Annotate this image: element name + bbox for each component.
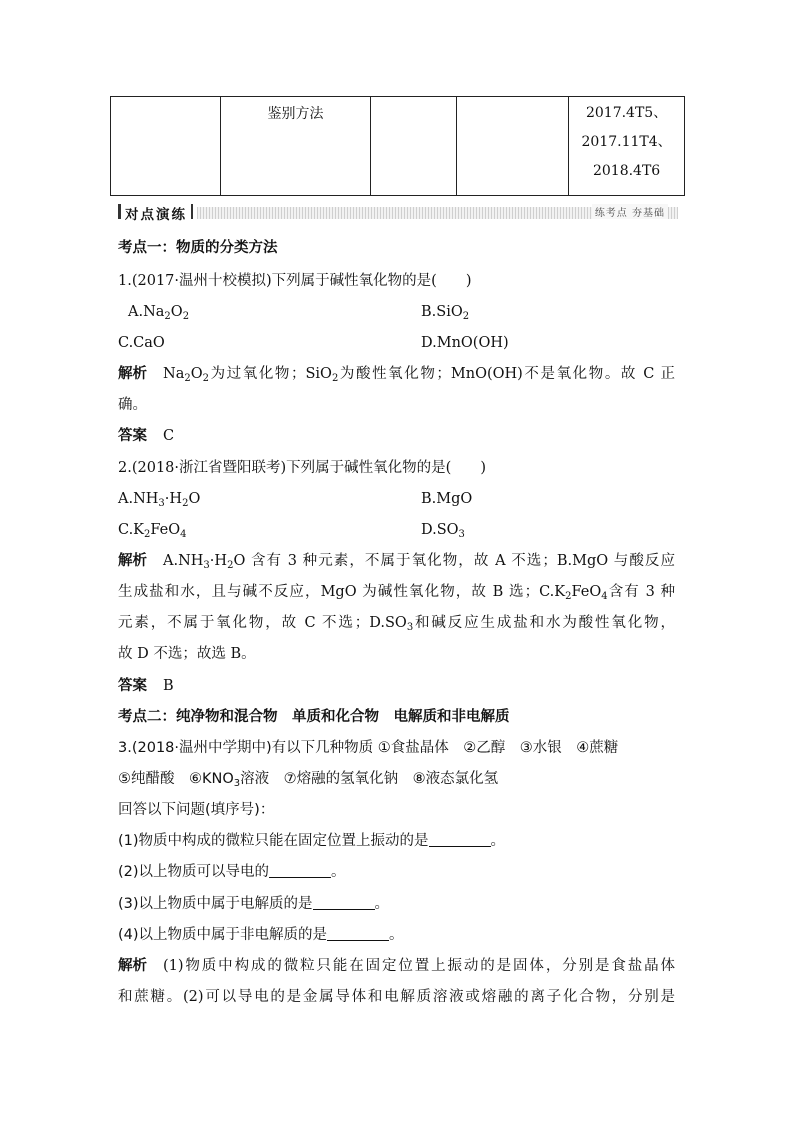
q3-stem: 3.(2018·温州中学期中)有以下几种物质 ①食盐晶体 ②乙醇 ③水银 ④蔗糖 <box>118 740 619 756</box>
q2-explanation-line: 解析 $A.NH_3\cdot H_2O$ 含有 3 种元素，不属于氧化物，故 A 不选；B.MgO 与酸反应 <box>118 553 675 571</box>
q2-answer: 答案 B <box>118 678 174 694</box>
table-cell-empty <box>370 97 456 196</box>
answer-blank[interactable] <box>313 895 375 910</box>
header-bar-right <box>191 204 193 219</box>
table-cell-method: 鉴别方法 <box>221 97 371 196</box>
q2-explanation-line: 故 D 不选；故选 B。 <box>118 646 256 662</box>
q1-option-b: B.SiO$_2$ <box>421 304 470 322</box>
q2-option-d: $D.SO_3$ <box>421 522 465 540</box>
table-cell-empty <box>111 97 221 196</box>
section-header-band <box>118 203 678 221</box>
answer-blank[interactable] <box>269 863 331 878</box>
q2-option-a: $A.NH_3\cdot H_2O$ <box>118 491 201 509</box>
q2-explanation-line: 生成盐和水，且与碱不反应，MgO 为碱性氧化物，故 B 选；$C.K_2FeO_4$含有 3 种 <box>118 584 675 602</box>
q1-option-c: C.CaO <box>118 335 165 351</box>
q2-explanation-line: 元素，不属于氧化物，故 C 不选；$D.SO_3$和碱反应生成盐和水为酸性氧化物， <box>118 615 676 633</box>
q3-instruction: 回答以下问题(填序号)： <box>118 802 275 818</box>
answer-blank[interactable] <box>327 926 389 941</box>
exam-ref: 2017.4T5、 <box>585 105 668 121</box>
table-row <box>111 97 685 196</box>
answer-label: 答案 <box>118 428 147 444</box>
q3-subquestion: (3)以上物质中属于电解质的是 。 <box>118 896 390 912</box>
q2-option-c: $C.K_2FeO_4$ <box>118 522 187 540</box>
q1-explanation-line: 确。 <box>118 397 147 413</box>
q3-explanation-line: 和蔗糖。(2)可以导电的是金属导体和电解质溶液或熔融的离子化合物，分别是 <box>118 989 675 1005</box>
answer-blank[interactable] <box>429 832 491 847</box>
q1-answer: 答案 C <box>118 428 175 444</box>
q3-stem: ⑤纯醋酸 $⑥KNO_3$溶液 ⑦熔融的氢氧化钠 ⑧液态氯化氢 <box>118 771 499 789</box>
section-title: 对点演练 <box>125 207 187 223</box>
table-cell-exam-refs <box>569 97 685 196</box>
exam-ref: 2017.11T4、 <box>581 134 672 150</box>
explanation-label: 解析 <box>118 958 147 974</box>
explanation-label: 解析 <box>118 366 147 382</box>
q3-subquestion: (4)以上物质中属于非电解质的是 。 <box>118 927 404 943</box>
exam-ref: 2018.4T6 <box>592 163 661 179</box>
answer-label: 答案 <box>118 678 147 694</box>
q2-option-b: B.MgO <box>421 491 473 507</box>
point2-title: 考点二：纯净物和混合物 单质和化合物 电解质和非电解质 <box>118 709 510 725</box>
q3-explanation-line: 解析 (1)物质中构成的微粒只能在固定位置上振动的是固体，分别是食盐晶体 <box>118 958 675 974</box>
q3-subquestion: (2)以上物质可以导电的 。 <box>118 864 346 880</box>
classification-table <box>110 96 685 196</box>
explanation-label: 解析 <box>118 553 147 569</box>
header-bar-left <box>118 204 121 219</box>
q1-option-d: D.MnO(OH) <box>421 335 509 351</box>
q3-subquestion: (1)物质中构成的微粒只能在固定位置上振动的是 。 <box>118 833 506 849</box>
table-cell-empty <box>457 97 569 196</box>
section-tag: 练考点 夯基础 <box>592 204 668 219</box>
q1-stem: 1.(2017·温州十校模拟)下列属于碱性氧化物的是( ) <box>118 273 472 289</box>
point1-title: 考点一：物质的分类方法 <box>118 240 278 256</box>
q2-stem: 2.(2018·浙江省暨阳联考)下列属于碱性氧化物的是( ) <box>118 460 486 476</box>
q1-explanation-line: 解析 $Na_2O_2$为过氧化物；SiO$_2$为酸性氧化物；MnO(OH)不是氧化物。故 C 正 <box>118 366 675 384</box>
q1-option-a: $A.Na_2O_2$ <box>128 304 190 322</box>
